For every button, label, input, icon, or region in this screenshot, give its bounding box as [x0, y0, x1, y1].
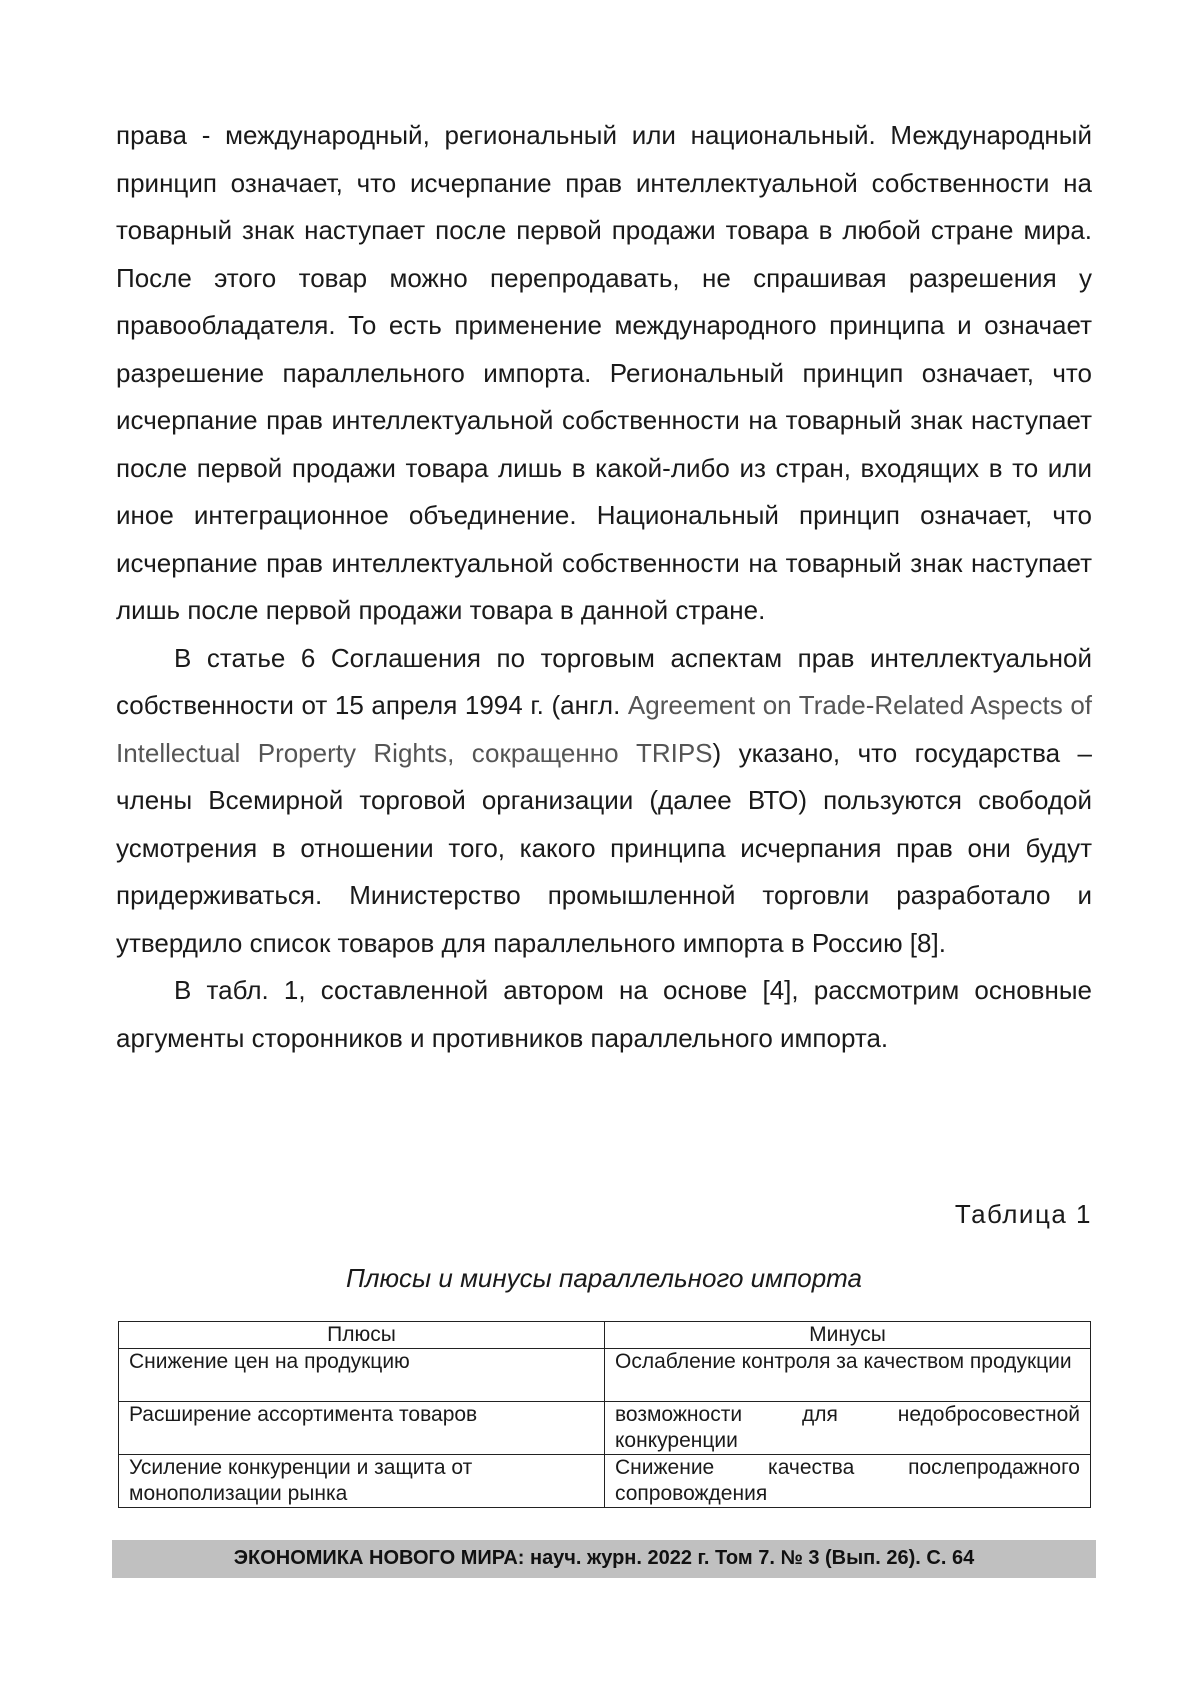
- table-row: [119, 1402, 1091, 1455]
- paragraph-trips-article: [116, 635, 1092, 968]
- paragraph-trips-part-3: ) указано, что государства – члены Всемирной торговой организации (далее ВТО) пользуются свободой усмотрения в отношении того, какого принципа исчерпания прав они будут придерживаться. Министерство промышленной торговли разработало и утвердило список товаров для параллельного импорта в Россию [8].: [116, 737, 1092, 958]
- pros-cons-table: [118, 1321, 1091, 1508]
- table-header-cons: Минусы: [605, 1322, 1091, 1349]
- paragraph-table-intro: В табл. 1, составленной автором на основе [4], рассмотрим основные аргументы сторонников и противников параллельного импорта.: [116, 975, 1092, 1053]
- table-caption: Плюсы и минусы параллельного импорта: [345, 1263, 862, 1293]
- paragraph-trips-part-1: В статье 6 Соглашения по торговым аспектам прав интеллектуальной собственности от 15 апреля 1994 г. (англ.: [116, 642, 1092, 720]
- table-cell-pro: Снижение цен на продукцию: [119, 1349, 605, 1402]
- table-header-pros: Плюсы: [119, 1322, 605, 1349]
- table-row: [119, 1455, 1091, 1508]
- table-number-label: Таблица 1: [954, 1199, 1092, 1229]
- table-header-row: [119, 1322, 1091, 1349]
- page-body: [116, 112, 1092, 1505]
- table-cell-pro: Расширение ассортимента товаров: [119, 1402, 605, 1455]
- table-cell-con: Снижение качества послепродажного сопровождения: [605, 1455, 1091, 1508]
- table-cell-con: возможности для недобросовестной конкуренции: [605, 1402, 1091, 1455]
- trips-english-title: Agreement on Trade-Related Aspects of Intellectual Property Rights, сокращенно TRIPS: [116, 690, 1092, 768]
- journal-footer: ЭКОНОМИКА НОВОГО МИРА: науч. журн. 2022 г. Том 7. № 3 (Вып. 26). С. 64: [112, 1540, 1096, 1578]
- table-row: [119, 1349, 1091, 1402]
- paragraph-exhaustion-principles: права - международный, региональный или национальный. Международный принцип означает, что исчерпание прав интеллектуальной собственности на товарный знак наступает после первой продажи товара в любой стране мира. После этого товар можно перепродавать, не спрашивая разрешения у правообладателя. То есть применение международного принципа и означает разрешение параллельного импорта. Региональный принцип означает, что исчерпание прав интеллектуальной собственности на товарный знак наступает после первой продажи товара лишь в какой-либо из стран, входящих в то или иное интеграционное объединение. Национальный принцип означает, что исчерпание прав интеллектуальной собственности на товарный знак наступает лишь после первой продажи товара в данной стране.: [116, 120, 1092, 625]
- table-cell-con: Ослабление контроля за качеством продукции: [605, 1349, 1091, 1402]
- table-cell-pro: Усиление конкуренции и защита от монополизации рынка: [119, 1455, 605, 1508]
